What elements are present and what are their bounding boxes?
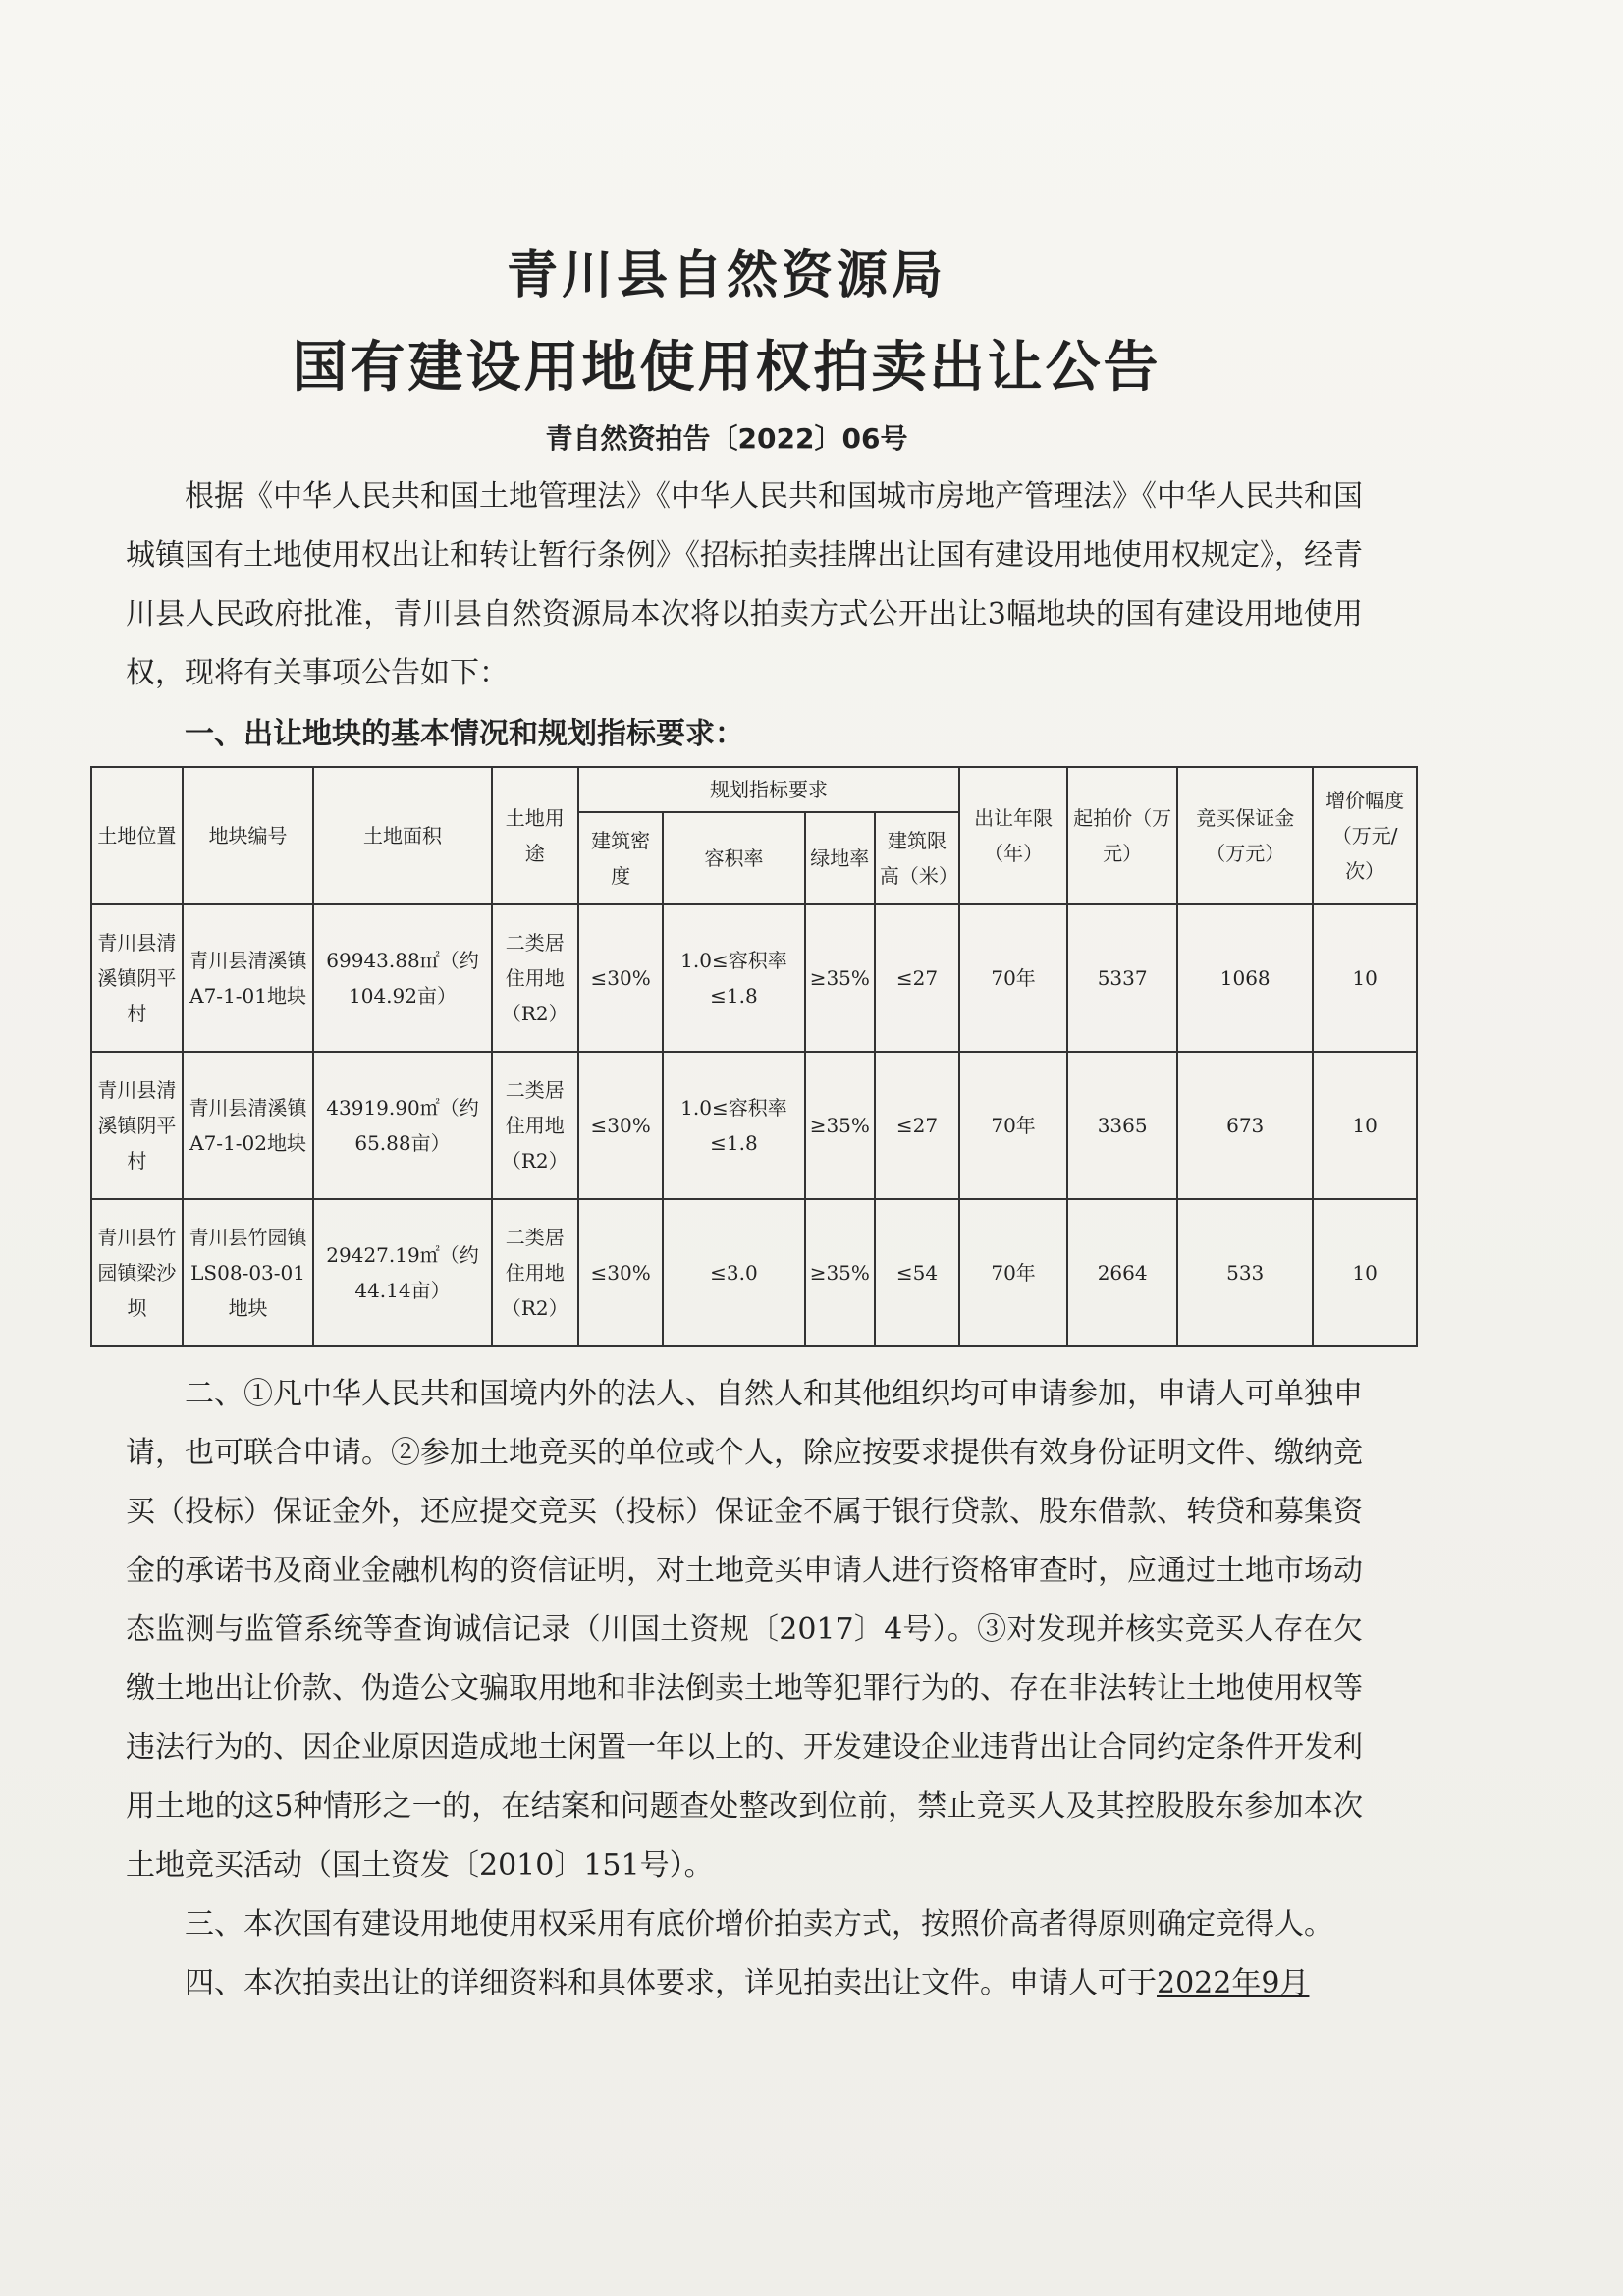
- cell-area: 69943.88㎡（约104.92亩）: [313, 904, 491, 1052]
- header-term: 出让年限（年）: [959, 767, 1067, 904]
- parcel-table: [90, 766, 1418, 1347]
- table-header-row: [91, 767, 1417, 812]
- table-row: [91, 904, 1417, 1052]
- cell-density: ≤30%: [578, 1052, 663, 1199]
- header-area: 土地面积: [313, 767, 491, 904]
- header-use: 土地用途: [492, 767, 578, 904]
- cell-area: 29427.19㎡（约44.14亩）: [313, 1199, 491, 1346]
- intro-paragraph: 根据《中华人民共和国土地管理法》《中华人民共和国城市房地产管理法》《中华人民共和国城镇国有土地使用权出让和转让暂行条例》《招标拍卖挂牌出让国有建设用地使用权规定》，经青川县人民政府批准，青川县自然资源局本次将以拍卖方式公开出让3幅地块的国有建设用地使用权，现将有关事项公告如下：: [126, 479, 1363, 690]
- cell-parcel-no: 青川县清溪镇A7-1-02地块: [183, 1052, 314, 1199]
- table-row: [91, 1199, 1417, 1346]
- header-start-price: 起拍价（万元）: [1067, 767, 1177, 904]
- document-number: 青自然资拍告〔2022〕06号: [545, 422, 908, 455]
- cell-start-price: 3365: [1067, 1052, 1177, 1199]
- cell-density: ≤30%: [578, 904, 663, 1052]
- header-green: 绿地率: [805, 812, 875, 904]
- section2-paragraph: 二、①凡中华人民共和国境内外的法人、自然人和其他组织均可申请参加，申请人可单独申请，也可联合申请。②参加土地竞买的单位或个人，除应按要求提供有效身份证明文件、缴纳竞买（投标）保证金外，还应提交竞买（投标）保证金不属于银行贷款、股东借款、转贷和募集资金的承诺书及商业金融机构的资信证明，对土地竞买申请人进行资格审查时，应通过土地市场动态监测与监管系统等查询诚信记录（川国土资规〔2017〕4号）。③对发现并核实竞买人存在欠缴土地出让价款、伪造公文骗取用地和非法倒卖土地等犯罪行为的、存在非法转让土地使用权等违法行为的、因企业原因造成地土闲置一年以上的、开发建设企业违背出让合同约定条件开发利用土地的这5种情形之一的，在结案和问题查处整改到位前，禁止竞买人及其控股股东参加本次土地竞买活动（国土资发〔2010〕151号）。: [126, 1377, 1363, 1883]
- header-planning: 规划指标要求: [578, 767, 959, 812]
- cell-parcel-no: 青川县清溪镇A7-1-01地块: [183, 904, 314, 1052]
- cell-increment: 10: [1313, 904, 1417, 1052]
- cell-increment: 10: [1313, 1052, 1417, 1199]
- announcement-title: 国有建设用地使用权拍卖出让公告: [292, 336, 1162, 400]
- cell-start-price: 5337: [1067, 904, 1177, 1052]
- issuer-title: 青川县自然资源局: [506, 246, 947, 305]
- cell-height: ≤27: [875, 1052, 959, 1199]
- cell-green: ≥35%: [805, 904, 875, 1052]
- table-row: [91, 1052, 1417, 1199]
- cell-use: 二类居住用地（R2）: [492, 1052, 578, 1199]
- cell-green: ≥35%: [805, 1199, 875, 1346]
- cell-far: 1.0≤容积率≤1.8: [663, 904, 804, 1052]
- cell-term: 70年: [959, 1199, 1067, 1346]
- cell-increment: 10: [1313, 1199, 1417, 1346]
- cell-use: 二类居住用地（R2）: [492, 1199, 578, 1346]
- header-parcel-no: 地块编号: [183, 767, 314, 904]
- header-far: 容积率: [663, 812, 804, 904]
- cell-term: 70年: [959, 904, 1067, 1052]
- cell-location: 青川县清溪镇阴平村: [91, 904, 183, 1052]
- header-height: 建筑限高（米）: [875, 812, 959, 904]
- cell-deposit: 533: [1177, 1199, 1313, 1346]
- header-increment: 增价幅度（万元/次）: [1313, 767, 1417, 904]
- cell-green: ≥35%: [805, 1052, 875, 1199]
- section4-paragraph: [126, 1954, 1363, 2013]
- cell-far: ≤3.0: [663, 1199, 804, 1346]
- cell-location: 青川县清溪镇阴平村: [91, 1052, 183, 1199]
- cell-area: 43919.90㎡（约65.88亩）: [313, 1052, 491, 1199]
- header-deposit: 竞买保证金（万元）: [1177, 767, 1313, 904]
- cell-location: 青川县竹园镇梁沙坝: [91, 1199, 183, 1346]
- cell-height: ≤27: [875, 904, 959, 1052]
- cell-term: 70年: [959, 1052, 1067, 1199]
- cell-deposit: 673: [1177, 1052, 1313, 1199]
- cell-parcel-no: 青川县竹园镇LS08-03-01地块: [183, 1199, 314, 1346]
- header-location: 土地位置: [91, 767, 183, 904]
- section4-text: 四、本次拍卖出让的详细资料和具体要求，详见拍卖出让文件。申请人可于: [185, 1966, 1157, 2000]
- cell-far: 1.0≤容积率≤1.8: [663, 1052, 804, 1199]
- header-density: 建筑密度: [578, 812, 663, 904]
- section3-paragraph: 三、本次国有建设用地使用权采用有底价增价拍卖方式，按照价高者得原则确定竞得人。: [185, 1907, 1333, 1941]
- cell-use: 二类居住用地（R2）: [492, 904, 578, 1052]
- cell-deposit: 1068: [1177, 904, 1313, 1052]
- cell-density: ≤30%: [578, 1199, 663, 1346]
- section4-date: 2022年9月: [1157, 1966, 1310, 2000]
- section1-title: 一、出让地块的基本情况和规划指标要求：: [185, 717, 744, 751]
- cell-start-price: 2664: [1067, 1199, 1177, 1346]
- cell-height: ≤54: [875, 1199, 959, 1346]
